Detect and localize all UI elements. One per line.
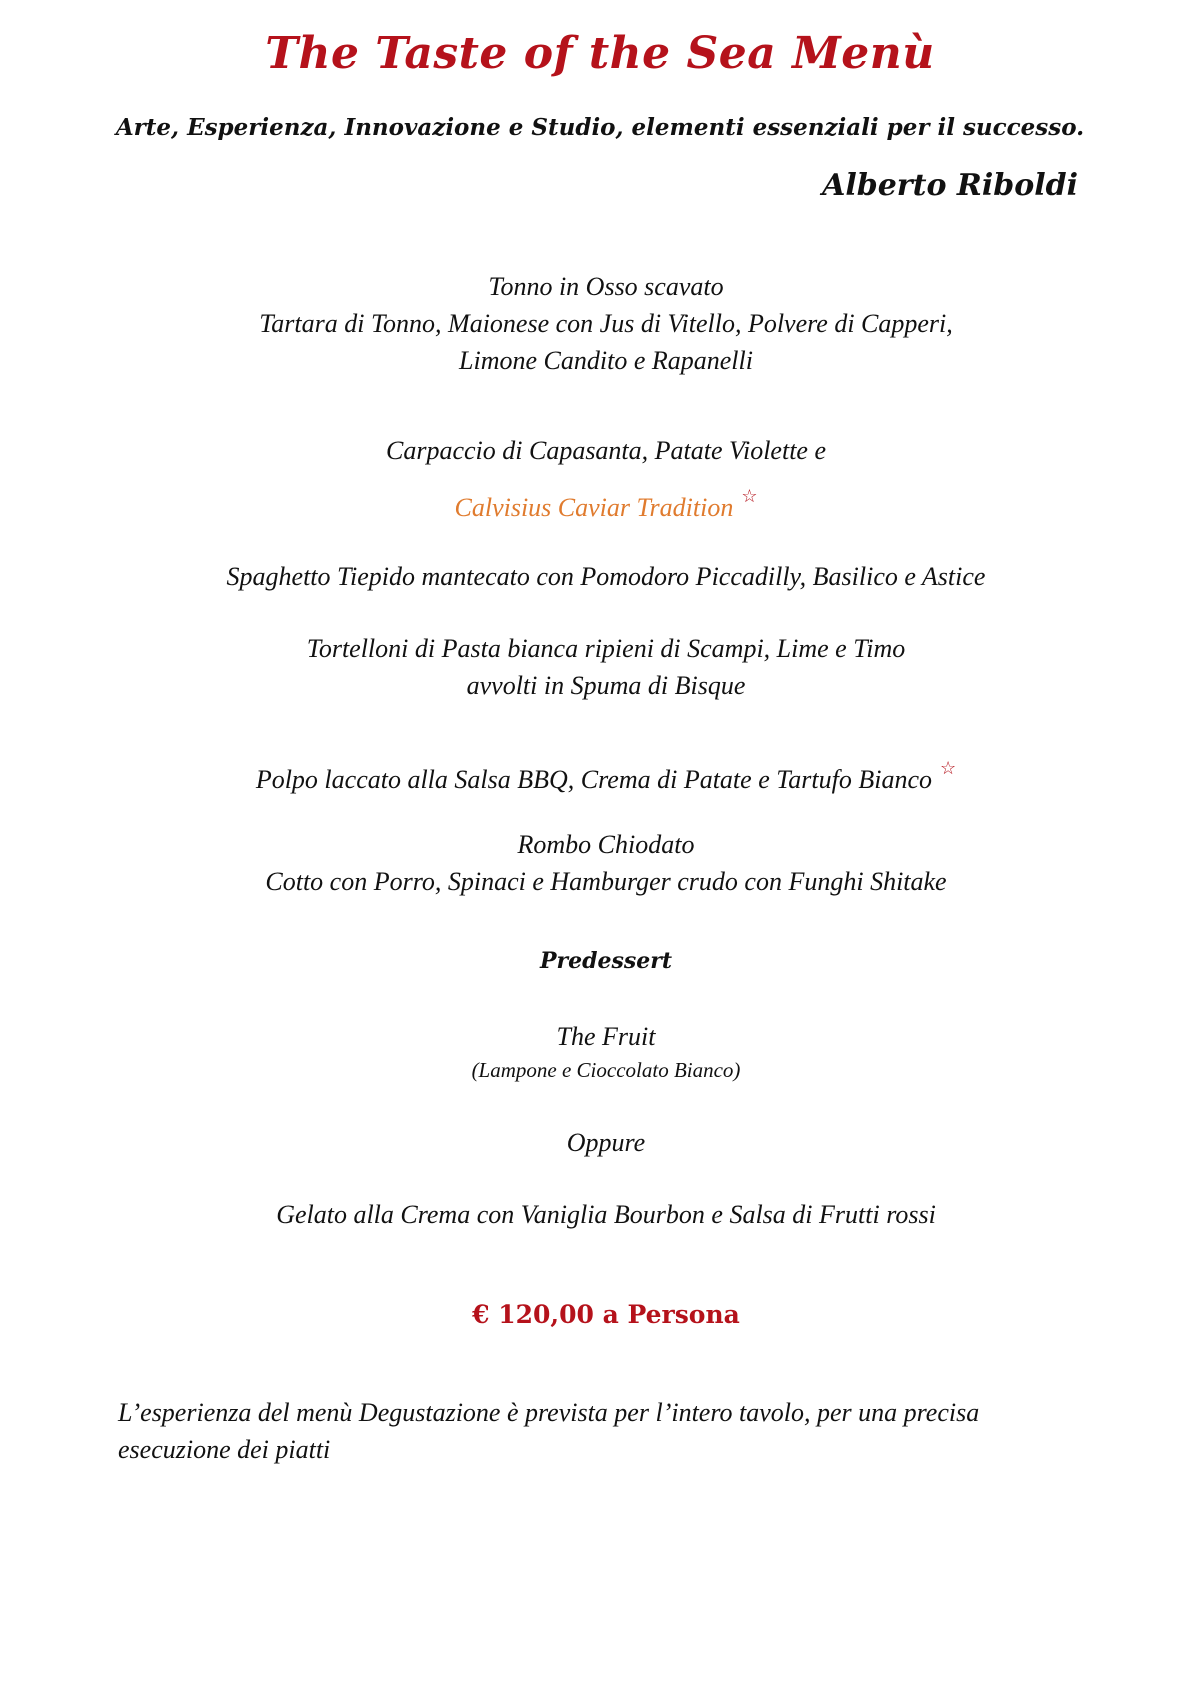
chef-name: Alberto Riboldi [822, 168, 1078, 203]
course-line: Cotto con Porro, Spinaci e Hamburger crudo con Funghi Shitake [265, 867, 947, 896]
menu-title: The Taste of the Sea Menù [265, 28, 935, 79]
predessert-fruit [0, 1018, 1200, 1085]
course-line: Oppure [566, 1128, 646, 1157]
caviar-highlight: Calvisius Caviar Tradition [454, 493, 734, 522]
course-capasanta [0, 432, 1200, 526]
course-line [0, 478, 1200, 526]
course-line: The Fruit [556, 1022, 656, 1051]
course-line: Tortelloni di Pasta bianca ripieni di Scampi, Lime e Timo [306, 634, 906, 663]
course-tonno [0, 268, 1200, 379]
course-line [0, 750, 1200, 798]
course-line: Spaghetto Tiepido mantecato con Pomodoro Piccadilly, Basilico e Astice [226, 562, 986, 591]
course-text: Polpo laccato alla Salsa BBQ, Crema di Patate e Tartufo Bianco [255, 765, 933, 794]
menu-motto: Arte, Esperienza, Innovazione e Studio, elementi essenziali per il successo. [115, 114, 1085, 141]
course-line: Tartara di Tonno, Maionese con Jus di Vitello, Polvere di Capperi, [259, 309, 953, 338]
course-line: Rombo Chiodato [517, 830, 695, 859]
course-line: Limone Candito e Rapanelli [459, 346, 753, 375]
predessert-gelato [0, 1196, 1200, 1233]
course-line: Tonno in Osso scavato [488, 272, 724, 301]
course-rombo [0, 826, 1200, 900]
menu-price: € 120,00 a Persona [472, 1300, 740, 1329]
course-note: (Lampone e Cioccolato Bianco) [471, 1058, 741, 1082]
course-spaghetto [0, 558, 1200, 595]
predessert-separator [0, 1124, 1200, 1161]
course-line: Carpaccio di Capasanta, Patate Violette e [385, 436, 826, 465]
menu-footnote: L’esperienza del menù Degustazione è prevista per l’intero tavolo, per una precisa esecuzione dei piatti [118, 1398, 980, 1464]
star-icon: ☆ [741, 486, 758, 506]
course-line: Gelato alla Crema con Vaniglia Bourbon e Salsa di Frutti rossi [276, 1200, 936, 1229]
course-line: avvolti in Spuma di Bisque [466, 671, 746, 700]
star-icon: ☆ [940, 758, 957, 778]
course-tortelloni [0, 630, 1200, 704]
course-polpo [0, 750, 1200, 798]
predessert-heading: Predessert [539, 948, 673, 974]
